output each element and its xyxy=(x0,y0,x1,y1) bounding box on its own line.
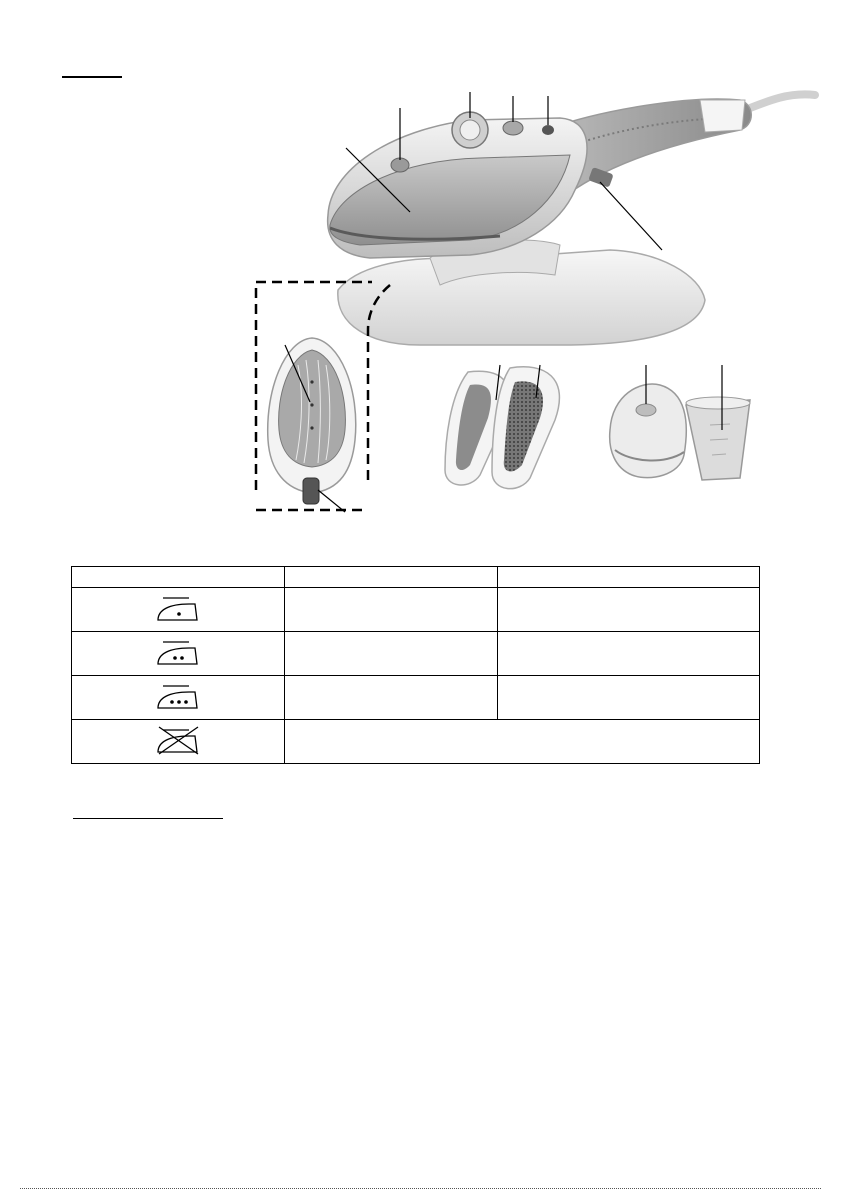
do-not-iron-icon xyxy=(155,724,201,756)
table-header-row xyxy=(72,567,760,588)
table-header xyxy=(498,567,760,588)
table-row xyxy=(72,588,760,632)
table-cell-merged xyxy=(285,720,760,764)
product-illustration xyxy=(0,0,841,530)
measuring-cup-shape xyxy=(686,397,750,480)
section-heading-2 xyxy=(73,802,223,818)
table-header xyxy=(285,567,498,588)
table-row xyxy=(72,632,760,676)
table-row xyxy=(72,720,760,764)
table-cell xyxy=(285,588,498,632)
table-cell xyxy=(285,676,498,720)
iron-three-dots-icon xyxy=(155,680,201,712)
table-cell xyxy=(285,632,498,676)
brush-attachments xyxy=(445,367,559,489)
power-cord xyxy=(745,94,815,110)
iron-two-dots-icon xyxy=(155,636,201,668)
table-row xyxy=(72,676,760,720)
table-cell xyxy=(498,676,760,720)
ironing-temperature-table xyxy=(71,566,760,764)
symbol-cell xyxy=(72,676,285,720)
symbol-cell xyxy=(72,632,285,676)
symbol-cell xyxy=(72,720,285,764)
steamer-body xyxy=(328,112,587,258)
table-cell xyxy=(498,632,760,676)
soleplate-detail xyxy=(268,338,356,504)
symbol-cell xyxy=(72,588,285,632)
iron-one-dot-icon xyxy=(155,592,201,624)
section-heading-2-underline xyxy=(73,818,223,819)
table-cell xyxy=(498,588,760,632)
table-header xyxy=(72,567,285,588)
page-footer-rule xyxy=(20,1188,821,1189)
lint-attachment-shape xyxy=(610,384,687,478)
